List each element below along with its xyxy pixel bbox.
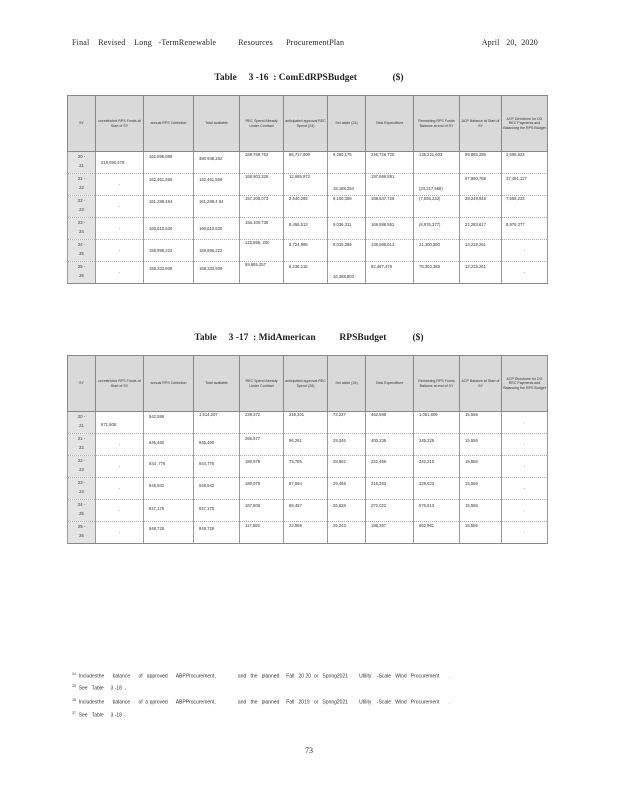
table-cell: 272,022 <box>366 500 414 522</box>
table-cell: 9,100,389 <box>328 196 366 218</box>
table-cell: 96,261 <box>284 434 328 456</box>
midamerican-rps-budget-table <box>67 355 548 544</box>
page-number: 73 <box>305 746 313 755</box>
table-cell: - <box>502 262 548 284</box>
table-cell: - <box>502 434 548 456</box>
table-cell: 67,860,768 <box>460 174 502 196</box>
table-cell: 380 948,262 <box>194 152 240 174</box>
table-cell: 845,460 <box>194 434 240 456</box>
column-header: annual RPS Collection <box>144 96 194 152</box>
table-cell: - <box>502 478 548 500</box>
table-16-title: Table 3 -16 : ComEdRPSBudget ($) <box>214 73 404 83</box>
table-cell: 162,461,556 <box>194 174 240 196</box>
table-cell: 15,556 <box>460 456 502 478</box>
table-cell: 576,613 <box>414 500 460 522</box>
footnote: $^{27}$ See Table 3 -18 . <box>72 711 127 719</box>
table-cell: 8,456,513 <box>284 218 328 240</box>
table-cell: 316,263 <box>366 478 414 500</box>
school-year-cell: 21 - 22 <box>68 434 96 456</box>
table-cell: 15,556 <box>460 500 502 522</box>
footnote: $^{24}$ Includesthe balance of approved ABPProcurement, and the planned Fall 20 20 or Spring2021 Utility -Scale Wind Procurement . <box>72 672 451 680</box>
table-cell: 245,225 <box>414 434 460 456</box>
table-cell: 160,610,630 <box>144 218 194 240</box>
table-cell: (7,559,232) <box>414 196 460 218</box>
table-cell: 18,188,254 <box>328 174 366 196</box>
table-cell: 9,015,399 <box>328 240 366 262</box>
table-cell: 8,976,377 <box>502 218 548 240</box>
table-cell: 16,388,803 <box>328 262 366 284</box>
table-cell: 117,555 <box>240 522 284 544</box>
school-year-cell: 25 - 26 <box>68 522 96 544</box>
table-cell: 168,847,726 <box>366 196 414 218</box>
table-cell: 73,237 <box>328 412 366 434</box>
table-cell: 159,996,222 <box>194 240 240 262</box>
table-cell: 89,865,286 <box>460 152 502 174</box>
table-cell: 246,726,725 <box>366 152 414 174</box>
column-header: Total Expenditure <box>366 96 414 152</box>
table-cell: 68,467 <box>284 500 328 522</box>
table-cell: - <box>96 456 144 478</box>
school-year-cell: 21 - 22 <box>68 174 96 196</box>
table-cell: 135,221,603 <box>414 152 460 174</box>
table-cell: - <box>96 522 144 544</box>
table-cell: 82,487,478 <box>366 262 414 284</box>
table-cell: 848,728 <box>144 522 194 544</box>
table-cell: - <box>502 500 548 522</box>
table-cell: 78,303,385 <box>414 262 460 284</box>
table-row <box>68 434 548 456</box>
table-cell: 15,556 <box>460 478 502 500</box>
table-cell: 229,372 <box>240 412 284 434</box>
table-cell: - <box>96 478 144 500</box>
table-cell: 847,175 <box>194 500 240 522</box>
table-cell: 662,961 <box>414 522 460 544</box>
table-cell: 138,596,613 <box>366 240 414 262</box>
school-year-cell: 22 - 23 <box>68 196 96 218</box>
table-row <box>68 218 548 240</box>
table-cell: 15,556 <box>460 434 502 456</box>
table-cell: 59,865,257 <box>240 262 284 284</box>
table-cell: 157,206,073 <box>240 196 284 218</box>
table-cell: - <box>96 434 144 456</box>
page-header-title: Final Revised Long -TermRenewable Resources ProcurementPlan <box>72 38 345 47</box>
table-cell: 844,776 <box>194 456 240 478</box>
table-cell: 7,559,233 <box>502 196 548 218</box>
footnote: $^{25}$ See Table 3 -18 . <box>72 684 127 692</box>
table-cell: 222,466 <box>366 456 414 478</box>
table-cell: 37,481,117 <box>502 174 548 196</box>
table-cell: 5,724,998 <box>284 240 328 262</box>
table-cell: 329,623 <box>414 478 460 500</box>
table-cell: - <box>502 456 548 478</box>
column-header: anticipated approval REC Spend (26) <box>284 356 328 412</box>
column-header: REC Spend Already Under Contract <box>240 96 284 152</box>
table-cell: 167,806 <box>240 500 284 522</box>
column-header: unrestricted RPS Funds at Start of SY <box>96 96 144 152</box>
table-cell: 159,333,939 <box>144 262 194 284</box>
table-cell: - <box>96 240 144 262</box>
table-cell: 159,996,222 <box>144 240 194 262</box>
table-cell: (33,217,568) <box>414 174 460 196</box>
table-cell: 28,662 <box>328 456 366 478</box>
school-year-cell: 23 - 24 <box>68 478 96 500</box>
table-cell: 1,051,609 <box>414 412 460 434</box>
table-row <box>68 478 548 500</box>
table-cell: 462,598 <box>366 412 414 434</box>
table-cell: 400,235 <box>366 434 414 456</box>
table-cell: 25,243 <box>328 522 366 544</box>
table-cell: 9,036,311 <box>328 218 366 240</box>
table-row <box>68 456 548 478</box>
table-cell: 29,346 <box>328 434 366 456</box>
table-cell: 216,201 <box>284 412 328 434</box>
table-row <box>68 412 548 434</box>
table-cell: 219,050,478 <box>96 152 144 174</box>
table-cell: 122,855, 200 <box>240 240 284 262</box>
table-cell: 266,577 <box>240 434 284 456</box>
column-header: anticipated approval REC Spend (24) <box>284 96 328 152</box>
table-cell: 73,766 <box>284 456 328 478</box>
table-cell: 169,769,763 <box>240 152 284 174</box>
table-cell: 22,283,617 <box>460 218 502 240</box>
table-cell: 15,556 <box>460 412 502 434</box>
table-cell: 159,333,939 <box>194 262 240 284</box>
column-header: annual RPS Collection <box>144 356 194 412</box>
column-header: unrestricted RPS Funds at Start of SY <box>96 356 144 412</box>
column-header: Remaining RPS Funds Balance at end of SY <box>414 356 460 412</box>
table-cell: 844 ,776 <box>144 456 194 478</box>
column-header: ACP Balance at Start of SY <box>460 96 502 152</box>
column-header: SY <box>68 356 96 412</box>
table-cell: 21,300,590 <box>414 240 460 262</box>
table-cell: - <box>96 218 144 240</box>
table-cell: 848,728 <box>194 522 240 544</box>
table-cell: 87,594 <box>284 478 328 500</box>
comed-rps-budget-table <box>67 95 548 284</box>
table-cell: 180,976 <box>240 478 284 500</box>
table-row <box>68 152 548 174</box>
school-year-cell: 25 - 26 <box>68 262 96 284</box>
school-year-cell: 22 - 23 <box>68 456 96 478</box>
table-cell: 66,717,800 <box>284 152 328 174</box>
table-cell: 12,665,972 <box>284 174 328 196</box>
school-year-cell: 24 - 25 <box>68 500 96 522</box>
table-cell: 168,903,326 <box>240 174 284 196</box>
table-17-title: Table 3 -17 : MidAmerican RPSBudget ($) <box>194 333 424 343</box>
column-header: ACP Directions for DG REC Payments and Balancing the RPS Budget <box>502 96 548 152</box>
table-cell: 9,260,175 <box>328 152 366 174</box>
table-cell: 15,556 <box>460 522 502 544</box>
column-header: REC Spend Already Under Contract <box>240 356 284 412</box>
table-cell: 13,219,261 <box>460 240 502 262</box>
column-header: Total Expenditure <box>366 356 414 412</box>
table-cell: 161,288,494 <box>144 196 194 218</box>
table-cell: 156,100,738 <box>240 218 284 240</box>
table-row <box>68 522 548 544</box>
table-cell: - <box>502 240 548 262</box>
table-cell: 186,267 <box>366 522 414 544</box>
table-cell: 846,942 <box>144 478 194 500</box>
table-cell: 22,969 <box>284 522 328 544</box>
column-header: Remaining RPS Funds Balance at end of SY <box>414 96 460 152</box>
table-cell: 29,468 <box>328 478 366 500</box>
footnote: $^{26}$ Includesthe balance of a pproved ABPProcurement, and the planned Fall 2019 or Spring2021 Utility -Scale Wind Procurement . <box>72 698 451 706</box>
column-header: Set aside (24) <box>328 96 366 152</box>
table-cell: - <box>502 522 548 544</box>
table-cell: 162,461,556 <box>144 174 194 196</box>
column-header: ACP Directions for DG REC Payments and Balancing the RPS Budget <box>502 356 548 412</box>
table-cell: 180,976 <box>240 456 284 478</box>
table-cell: - <box>502 412 548 434</box>
page-header-date: April 20, 2020 <box>481 38 538 47</box>
table-cell: 169,586,562 <box>366 218 414 240</box>
table-cell: 28,249,648 <box>460 196 502 218</box>
column-header: Total available <box>194 96 240 152</box>
school-year-cell: 24 - 25 <box>68 240 96 262</box>
table-cell: 26,528 <box>328 500 366 522</box>
table-row <box>68 500 548 522</box>
table-cell: - <box>96 262 144 284</box>
table-cell: 6,236,216 <box>284 262 328 284</box>
column-header: Set aside (24) <box>328 356 366 412</box>
table-cell: 845,460 <box>144 434 194 456</box>
table-cell: 847,175 <box>144 500 194 522</box>
table-cell: 2,508,623 <box>502 152 548 174</box>
table-cell: 162,898,888 <box>144 152 194 174</box>
table-cell: 2,540,265 <box>284 196 328 218</box>
table-cell: 671,608 <box>96 412 144 434</box>
table-row <box>68 240 548 262</box>
table-row <box>68 174 548 196</box>
column-header: ACP Balance at Start of SY <box>460 356 502 412</box>
table-cell: 1,514,207 <box>194 412 240 434</box>
column-header: Total available <box>194 356 240 412</box>
table-cell: 13,219,261 <box>460 262 502 284</box>
table-cell: (8,976,377) <box>414 218 460 240</box>
table-cell: - <box>96 196 144 218</box>
school-year-cell: 20 - 21 <box>68 152 96 174</box>
table-cell: 160,610,630 <box>194 218 240 240</box>
table-cell: - <box>96 174 144 196</box>
table-cell: 242,310 <box>414 456 460 478</box>
school-year-cell: 20 - 21 <box>68 412 96 434</box>
table-cell: - <box>96 500 144 522</box>
table-cell: 842,599 <box>144 412 194 434</box>
table-cell: 197,689,891 <box>366 174 414 196</box>
table-cell: 846,942 <box>194 478 240 500</box>
table-row <box>68 262 548 284</box>
table-row <box>68 196 548 218</box>
school-year-cell: 23 - 24 <box>68 218 96 240</box>
table-cell: 161,288,4 94 <box>194 196 240 218</box>
column-header: SY <box>68 96 96 152</box>
